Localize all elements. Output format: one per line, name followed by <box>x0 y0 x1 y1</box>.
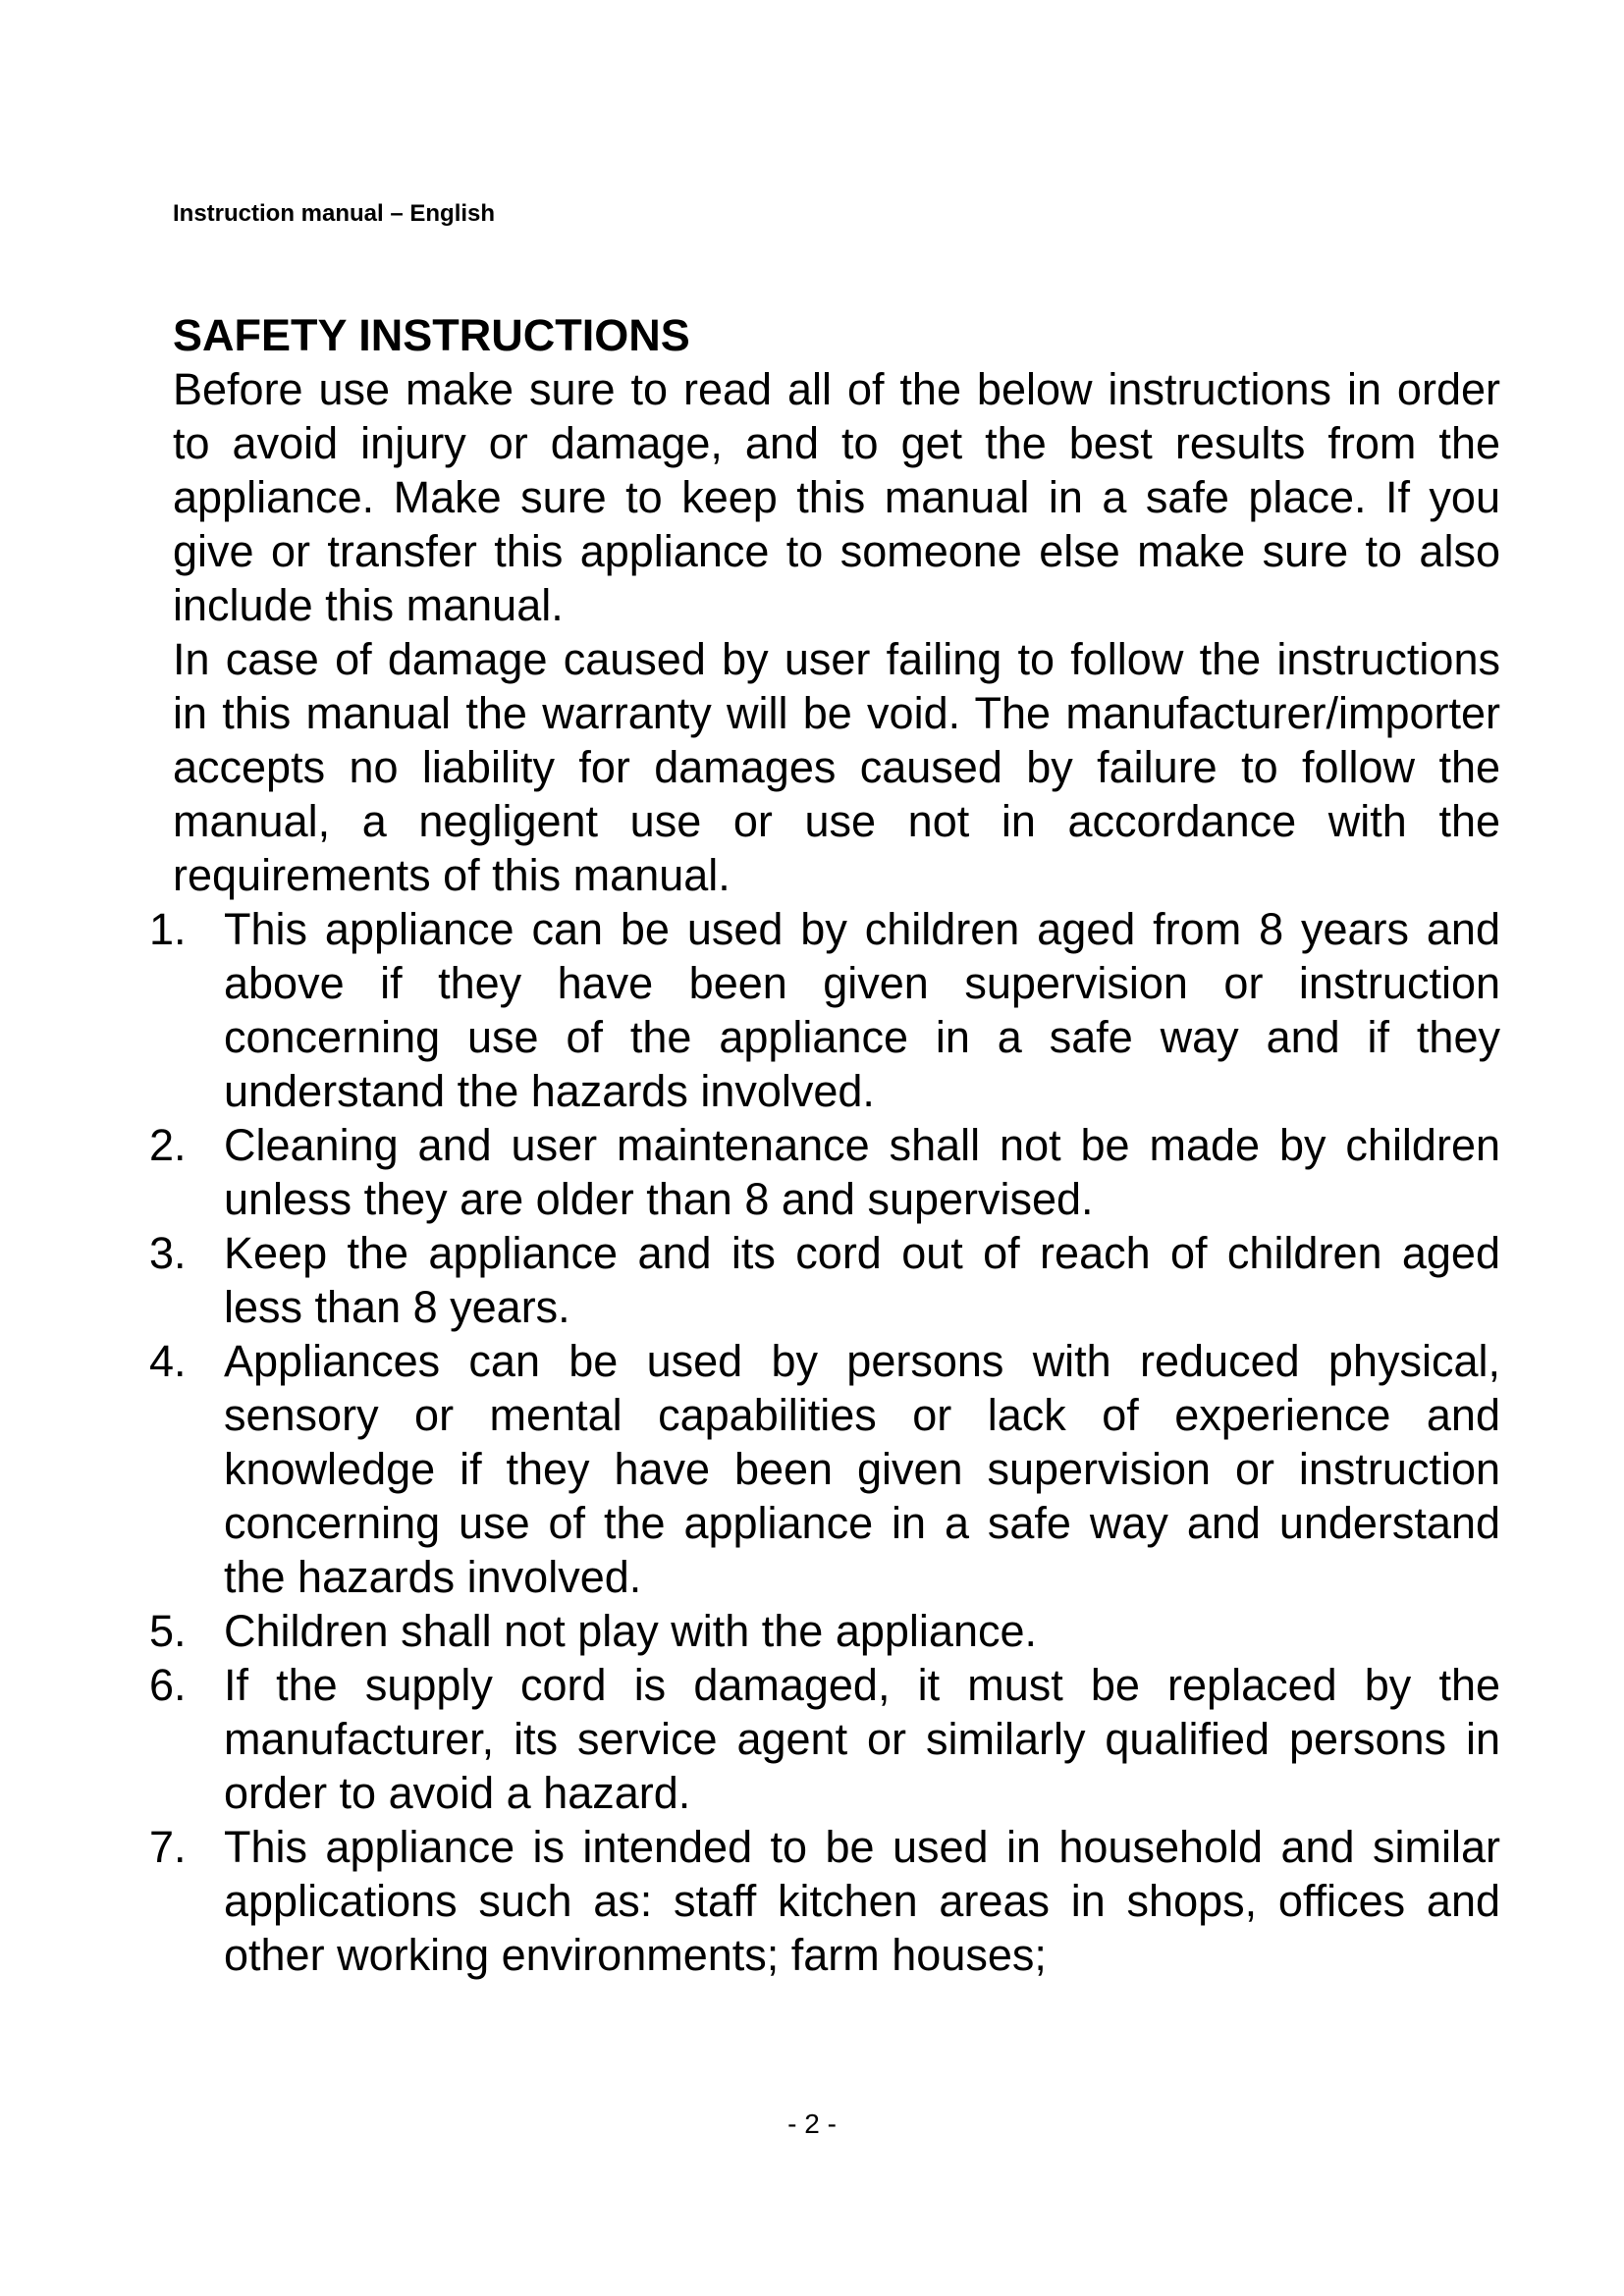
list-item-text: If the supply cord is damaged, it must be replaced by the manufacturer, its service agent or similarly qualified persons in order to avoid a hazard. <box>224 1660 1500 1818</box>
list-item-number: 6. <box>149 1660 187 1710</box>
list-item-text: Appliances can be used by persons with reduced physical, sensory or mental capabilities or lack of experience and knowledge if they have been given supervision or instruction concerning use of the appliance in a safe way and understand the hazards involved. <box>224 1336 1500 1602</box>
list-item <box>149 1658 1500 1820</box>
list-item-text: This appliance can be used by children aged from 8 years and above if they have been given supervision or instruction concerning use of the appliance in a safe way and if they understand the hazards involved. <box>224 904 1500 1116</box>
warranty-paragraph: In case of damage caused by user failing to follow the instructions in this manual the warranty will be void. The manufacturer/importer accepts no liability for damages caused by failure to follow the manual, a negligent use or use not in accordance with the requirements of this manual. <box>173 634 1500 900</box>
list-item <box>149 1118 1500 1226</box>
list-item-text: This appliance is intended to be used in household and similar applications such as: staff kitchen areas in shops, offices and other working environments; farm houses; <box>224 1822 1500 1980</box>
page-number: - 2 - <box>787 2109 837 2139</box>
list-item <box>149 1604 1500 1658</box>
page-header: Instruction manual – English <box>173 200 496 227</box>
list-item-text: Children shall not play with the appliance. <box>224 1606 1037 1656</box>
list-item <box>149 1226 1500 1334</box>
list-item-number: 4. <box>149 1336 187 1386</box>
list-item <box>149 1334 1500 1604</box>
list-item-number: 2. <box>149 1120 187 1170</box>
list-item <box>149 902 1500 1118</box>
list-item-text: Cleaning and user maintenance shall not be made by children unless they are older than 8 and supervised. <box>224 1120 1500 1224</box>
safety-list <box>149 902 1500 1982</box>
list-item-text: Keep the appliance and its cord out of reach of children aged less than 8 years. <box>224 1228 1500 1332</box>
list-item <box>149 1820 1500 1982</box>
list-item-number: 3. <box>149 1228 187 1278</box>
list-item-number: 1. <box>149 904 187 954</box>
intro-paragraph: Before use make sure to read all of the below instructions in order to avoid injury or damage, and to get the best results from the appliance. Make sure to keep this manual in a safe place. If you give or transfer this appliance to someone else make sure to also include this manual. <box>173 364 1500 630</box>
list-item-number: 5. <box>149 1606 187 1656</box>
list-item-number: 7. <box>149 1822 187 1872</box>
section-title: SAFETY INSTRUCTIONS <box>173 310 690 360</box>
page-content <box>149 308 1500 1982</box>
